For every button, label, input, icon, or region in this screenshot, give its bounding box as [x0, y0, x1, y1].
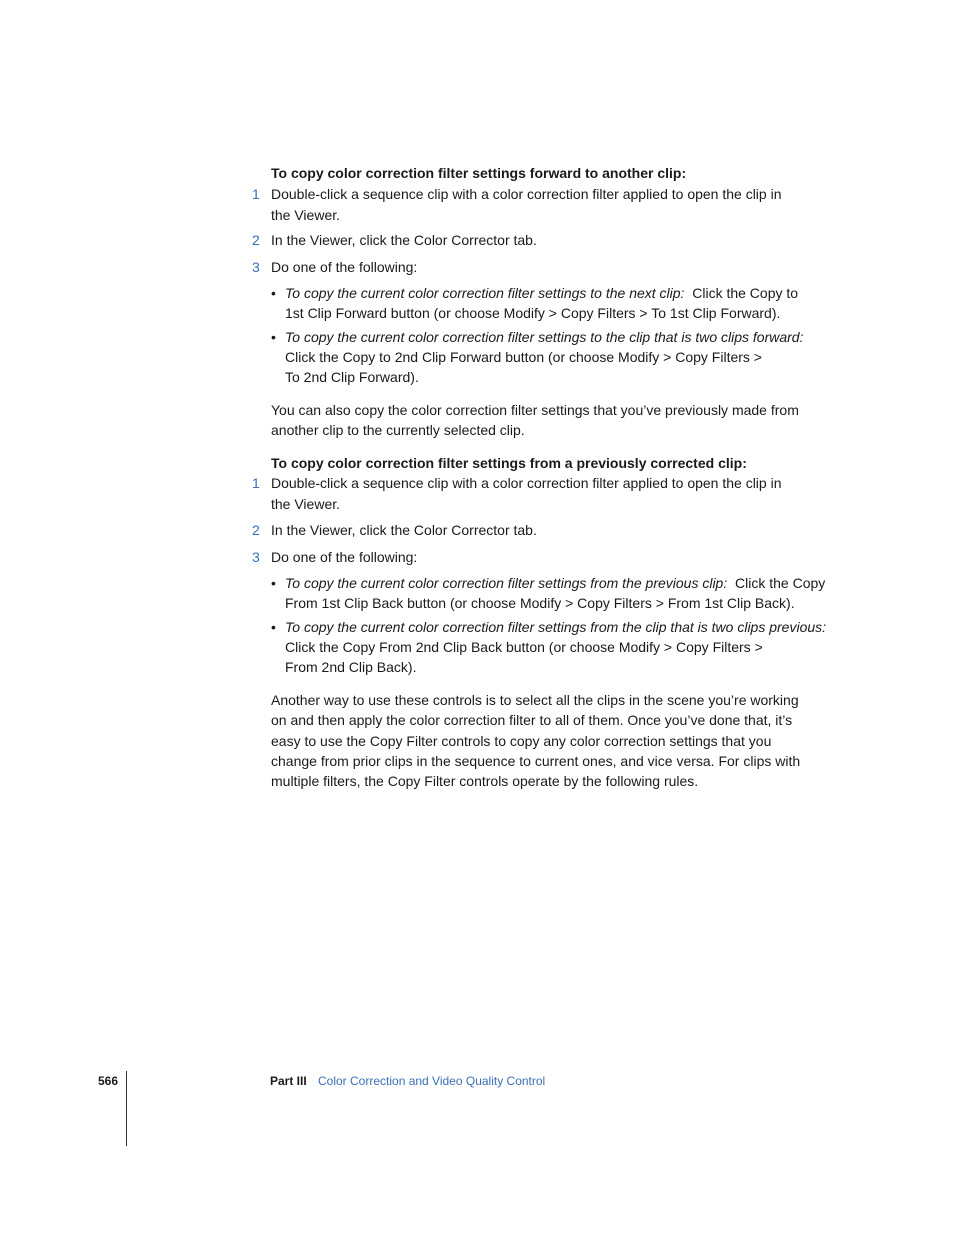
step-number: 3: [252, 259, 260, 275]
body-paragraph: [271, 400, 826, 441]
bullet-rest: Click the Copy: [735, 575, 826, 591]
bullet-lead: To copy the current color correction filter settings to the clip that is two clips forward:: [285, 329, 804, 345]
step-text: [271, 520, 821, 541]
step-line: In the Viewer, click the Color Corrector tab.: [271, 522, 537, 538]
step-number: 1: [252, 186, 260, 202]
paragraph-line: Another way to use these controls is to select all the clips in the scene you’re working: [271, 692, 799, 708]
body-paragraph: [271, 690, 826, 791]
step-text: [271, 230, 821, 251]
step-line: the Viewer.: [271, 206, 341, 223]
bullet-item: [285, 327, 825, 388]
bullet-line: 1st Clip Forward button (or choose Modify > Copy Filters > To 1st Clip Forward).: [285, 305, 781, 322]
step-number: 2: [252, 232, 260, 248]
bullet-item: [285, 283, 825, 323]
step-number: 2: [252, 522, 260, 538]
bullet-lead: To copy the current color correction filter settings to the next clip:: [285, 285, 685, 301]
bullet-marker: •: [271, 619, 276, 635]
bullet-line: From 2nd Clip Back).: [285, 659, 417, 676]
paragraph-line: You can also copy the color correction filter settings that you’ve previously made from: [271, 402, 799, 418]
footer-part-label: Part III: [270, 1074, 307, 1088]
footer-part-title[interactable]: Color Correction and Video Quality Control: [318, 1074, 546, 1088]
bullet-line: From 1st Clip Back button (or choose Modify > Copy Filters > From 1st Clip Back).: [285, 595, 795, 612]
bullet-item: [285, 617, 825, 678]
footer-divider: [126, 1071, 127, 1146]
paragraph-line: on and then apply the color correction filter to all of them. Once you’ve done that, it’s: [271, 712, 793, 729]
step-text: [271, 547, 821, 568]
bullet-lead: To copy the current color correction filter settings from the previous clip:: [285, 575, 728, 591]
bullet-marker: •: [271, 575, 276, 591]
step-text: [271, 184, 821, 225]
step-line: Do one of the following:: [271, 259, 418, 275]
step-number: 1: [252, 475, 260, 491]
step-number: 3: [252, 549, 260, 565]
bullet-marker: •: [271, 285, 276, 301]
step-line: Double-click a sequence clip with a color correction filter applied to open the clip in: [271, 475, 782, 491]
step-line: the Viewer.: [271, 495, 341, 512]
paragraph-line: multiple filters, the Copy Filter controls operate by the following rules.: [271, 773, 699, 790]
step-text: [271, 257, 821, 278]
step-line: Double-click a sequence clip with a color correction filter applied to open the clip in: [271, 186, 782, 202]
paragraph-line: change from prior clips in the sequence to current ones, and vice versa. For clips with: [271, 752, 801, 769]
paragraph-line: easy to use the Copy Filter controls to copy any color correction settings that you: [271, 732, 772, 749]
bullet-item: [285, 573, 825, 613]
step-line: In the Viewer, click the Color Corrector tab.: [271, 232, 537, 248]
bullet-rest: Click the Copy to: [692, 285, 799, 301]
page-number: 566: [98, 1074, 119, 1088]
bullet-lead: To copy the current color correction filter settings from the clip that is two clips previous:: [285, 619, 827, 635]
section-heading: To copy color correction filter settings from a previously corrected clip:: [271, 455, 747, 471]
paragraph-line: another clip to the currently selected clip.: [271, 422, 525, 439]
bullet-marker: •: [271, 329, 276, 345]
bullet-line: Click the Copy to 2nd Clip Forward button (or choose Modify > Copy Filters >: [285, 349, 762, 366]
step-line: Do one of the following:: [271, 549, 418, 565]
section-heading: To copy color correction filter settings forward to another clip:: [271, 165, 687, 181]
bullet-line: To 2nd Clip Forward).: [285, 369, 419, 386]
step-text: [271, 473, 821, 514]
bullet-line: Click the Copy From 2nd Clip Back button (or choose Modify > Copy Filters >: [285, 639, 763, 656]
